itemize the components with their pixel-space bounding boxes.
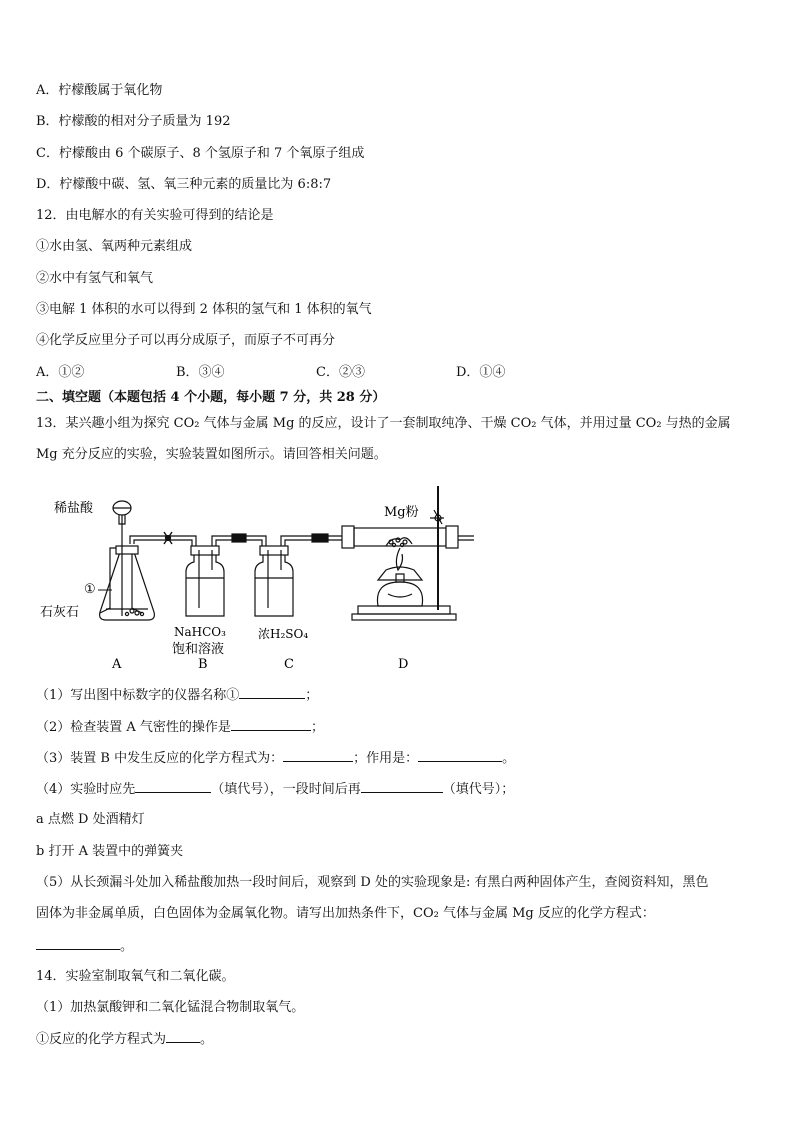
label-instrument-1: ① <box>84 582 96 597</box>
q13-option-a: a 点燃 D 处酒精灯 <box>36 812 145 827</box>
q13-sub4-mid: （填代号），一段时间后再 <box>211 782 361 797</box>
q13-sub5-line1: （5）从长颈漏斗处加入稀盐酸加热一段时间后，观察到 D 处的实验现象是: 有黑白两种固体产生，查阅资料知，黑色 <box>36 875 709 890</box>
q14-sub1a-text: ①反应的化学方程式为 <box>36 1032 167 1047</box>
q11-option-c: C．柠檬酸由 6 个碳原子、8 个氢原子和 7 个氧原子组成 <box>36 146 365 161</box>
q13-sub1-text: （1）写出图中标数字的仪器名称① <box>36 688 240 703</box>
q12-choice-a: A．①② <box>36 365 85 380</box>
q13-sub1 <box>36 686 318 705</box>
answer-blank[interactable] <box>283 749 353 762</box>
answer-blank[interactable] <box>361 780 443 793</box>
q13-sub3-text: （3）装置 B 中发生反应的化学方程式为： <box>36 751 284 766</box>
thistle-funnel <box>113 501 131 616</box>
label-conc-h2so4: 浓H₂SO₄ <box>258 627 309 641</box>
q14-stem: 14．实验室制取氧气和二氧化碳。 <box>36 969 235 984</box>
q13-sub2 <box>36 718 324 737</box>
q13-sub4 <box>36 780 514 799</box>
q13-sub5-end: 。 <box>120 939 134 954</box>
q13-sub5-answer <box>36 937 133 956</box>
answer-blank[interactable] <box>418 749 502 762</box>
answer-blank[interactable] <box>135 780 211 793</box>
answer-blank[interactable] <box>231 718 311 731</box>
apparatus-figure <box>36 478 486 674</box>
q14-sub1a <box>36 1030 213 1049</box>
q13-stem-line1: 13．某兴趣小组为探究 CO₂ 气体与金属 Mg 的反应，设计了一套制取纯净、干燥 CO₂ 气体，并用过量 CO₂ 与热的金属 <box>36 416 731 431</box>
label-mg-powder: Mg粉 <box>384 505 419 520</box>
q12-choice-b: B．③④ <box>176 365 225 380</box>
q12-statement-4: ④化学反应里分子可以再分成原子，而原子不可再分 <box>36 333 336 348</box>
q12-statement-1: ①水由氢、氧两种元素组成 <box>36 239 193 254</box>
q13-sub1-end: ； <box>305 688 319 703</box>
q14-sub1: （1）加热氯酸钾和二氧化锰混合物制取氧气。 <box>36 1000 305 1015</box>
q12-stem: 12．由电解水的有关实验可得到的结论是 <box>36 208 274 223</box>
q12-statement-3: ③电解 1 体积的水可以得到 2 体积的氢气和 1 体积的氧气 <box>36 302 372 317</box>
label-apparatus-a: A <box>112 657 122 672</box>
label-nahco3: NaHCO₃ <box>174 625 226 639</box>
q13-sub3 <box>36 749 515 768</box>
answer-blank[interactable] <box>36 937 120 950</box>
q13-sub4-text: （4）实验时应先 <box>36 782 136 797</box>
label-apparatus-d: D <box>398 657 409 672</box>
label-limestone: 石灰石 <box>40 605 80 620</box>
combustion-tube-d <box>342 526 474 548</box>
q13-sub2-text: （2）检查装置 A 气密性的操作是 <box>36 720 231 735</box>
label-dilute-hcl: 稀盐酸 <box>54 501 94 516</box>
q11-option-d: D．柠檬酸中碳、氢、氧三种元素的质量比为 6:8:7 <box>36 177 332 192</box>
q12-choice-d: D．①④ <box>456 365 506 380</box>
q12-choice-c: C．②③ <box>316 365 365 380</box>
q13-sub2-end: ； <box>310 720 324 735</box>
q13-sub3-mid: ；作用是： <box>353 751 419 766</box>
answer-blank[interactable] <box>239 686 305 699</box>
alcohol-lamp <box>377 548 422 606</box>
q11-option-a: A．柠檬酸属于氧化物 <box>36 83 163 98</box>
answer-blank[interactable] <box>166 1030 200 1043</box>
q12-choices <box>36 364 505 382</box>
q12-statement-2: ②水中有氢气和氧气 <box>36 271 154 286</box>
q13-sub3-end: 。 <box>502 751 516 766</box>
section-heading: 二、填空题（本题包括 4 个小题，每小题 7 分，共 28 分） <box>36 390 386 405</box>
q13-stem-line2: Mg 充分反应的实验，实验装置如图所示。请回答相关问题。 <box>36 447 387 462</box>
label-apparatus-b: B <box>198 657 208 672</box>
label-saturated-solution: 饱和溶液 <box>172 642 225 657</box>
q11-option-b: B．柠檬酸的相对分子质量为 192 <box>36 114 231 129</box>
wash-bottle-b <box>186 546 224 616</box>
flask-a <box>100 546 155 620</box>
label-apparatus-c: C <box>284 657 294 672</box>
q14-sub1a-end: 。 <box>200 1032 214 1047</box>
q13-option-b: b 打开 A 装置中的弹簧夹 <box>36 844 184 859</box>
q13-sub4-end: （填代号）； <box>442 782 515 797</box>
wash-bottle-c <box>255 546 293 616</box>
q13-sub5-line2: 固体为非金属单质，白色固体为金属氧化物。请写出加热条件下，CO₂ 气体与金属 Mg 反应的化学方程式： <box>36 906 655 921</box>
